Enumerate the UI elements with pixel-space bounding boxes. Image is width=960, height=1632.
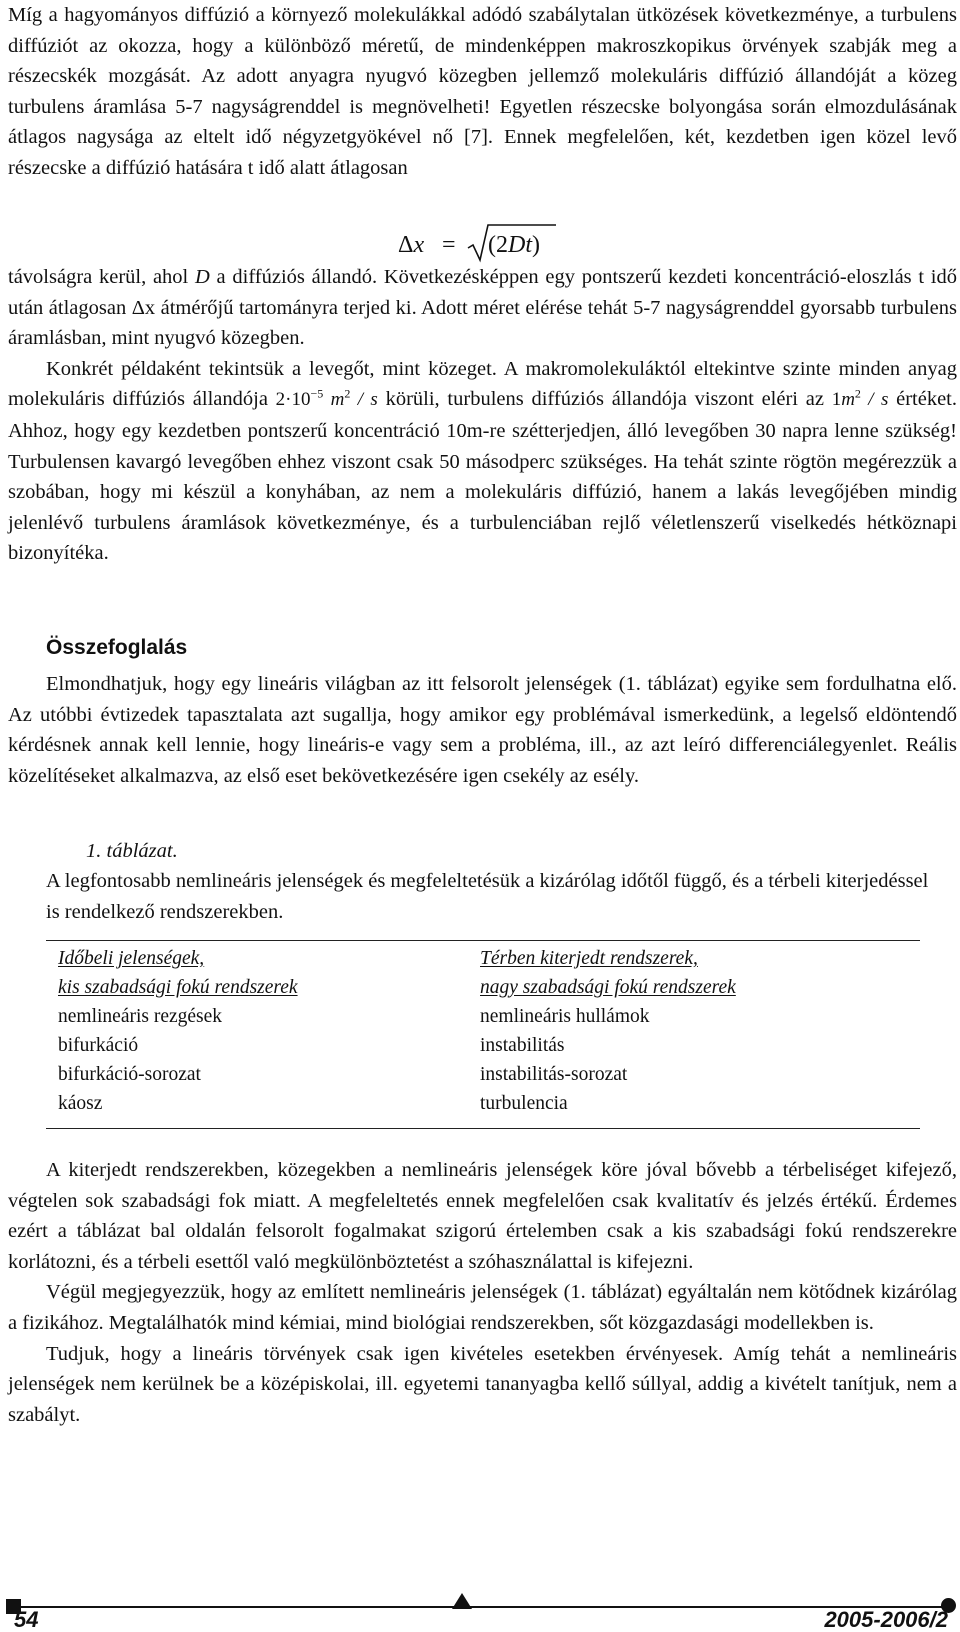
header-line: kis szabadsági fokú rendszerek [58,977,298,998]
table-left-header [58,944,298,1002]
table-left-column [58,944,298,1118]
radicand-variable: Dt [508,232,532,258]
paragraph-summary [8,669,957,791]
paragraph-turbulent-diffusion [8,0,957,184]
table-cell: instabilitás-sorozat [480,1064,628,1085]
header-line: Térben kiterjedt rendszerek, [480,948,698,969]
table-cell: nemlineáris hullámok [480,1006,650,1027]
header-line: Időbeli jelenségek, [58,948,205,969]
unit-meter: m [841,389,855,411]
table-cell: nemlineáris rezgések [58,1006,223,1027]
table-bottom-rule [46,1128,920,1129]
paragraph-text: Elmondhatjuk, hogy egy lineáris világban az itt felsorolt jelenségek (1. táblázat) egyike sem fordulhatna elő. Az utóbbi évtizedek tapasztalata azt sugallja, hogy amikor egy problémával ismerkedünk, a legelső eldöntendő kérdésnek annak kell lennie, hogy lineáris-e vagy sem a probléma, ill., az azt leíró differenciálegyenlet. Reális közelítéseket alkalmazva, az első eset bekövetkezésére igen csekély az esély. [8,673,957,787]
unit-meter: m [330,389,345,411]
text-run: átmérőjű tartományra terjed ki. Adott méret elérése tehát 5-7 nagyságrenddel gyorsabb turbulens áramlásban, mint nyugvó közegben. [8,296,957,350]
table-right-column [480,944,736,1118]
section-heading: Összefoglalás [46,636,188,659]
footer-rule [14,1606,950,1608]
unit-second: / s [860,389,889,411]
unit-exponent: 2 [344,387,351,402]
paragraph-air-example [8,354,957,569]
text-run: távolságra kerül, ahol [8,266,195,288]
table-cell: bifurkáció [58,1035,139,1056]
paragraph-text: Tudjuk, hogy a lineáris törvények csak igen kivételes esetekben érvényesek. Amíg tehát a nemlineáris jelenségek nem kerülnek be a középiskolai, ill. egyetemi tananyagba kellő súllyal, addig a kivételt tanítjuk, nem a szabályt. [8,1342,957,1426]
value-coefficient: 1 [831,389,842,411]
table-cell: káosz [58,1093,103,1114]
turbulent-diffusion-value [832,389,889,410]
unit-second: / s [350,389,378,411]
footer-triangle-mark [452,1593,472,1609]
radicand-close: ) [532,232,540,258]
value-exponent: −5 [310,387,324,402]
formula-radicand [488,230,540,261]
displacement-formula [398,222,558,266]
text-run: értéket. Ahhoz, hogy egy kezdetben pontszerű koncentráció 10m-re szétterjedjen, álló levegőben 30 napra lenne szükség! Turbulensen kavargó levegőben ehhez viszont csak 50 másodperc szükséges. Ha tehát szinte rögtön megérezzük a szobában, hogy mi készül a konyhában, az nem a molekuláris diffúzió, hanem a lakás levegőjében mindig jelenlévő turbulens áramlások következménye, és a turbulenciában rejlő véletlenszerű viselkedés hétköznapi bizonyítéka. [8,388,957,565]
formula-equals: = [442,232,456,258]
paragraph-distance [8,262,957,569]
table-top-rule [46,940,920,941]
formula-variable-x: x [413,232,425,258]
text-run: körüli, turbulens diffúziós állandója viszont eléri az [377,388,832,411]
paragraph-text: A kiterjedt rendszerekben, közegekben a nemlineáris jelenségek köre jóval bővebb a térbeliséget kifejező, végtelen sok szabadsági fok miatt. A megfeleltetés ennek megfelelően csak kvalitatív és jelzés értékű. Érdemes ezért a táblázat bal oldalán felsorolt fogalmakat szigorú értelemben csak a kis szabadsági fokú rendszerekre korlátozni, és a térbeli esettől való megkülönböztetést a szóhasználattal is kifejezni. [8,1159,957,1273]
closing-paragraphs [8,1155,957,1430]
table-right-header [480,944,736,1002]
text-run: a diffúziós állandó. Következésképpen egy pontszerű kezdeti koncentráció-eloszlás t idő után átlagosan [8,266,957,319]
table-cell: turbulencia [480,1093,568,1114]
value-coefficient: 2·10 [275,389,311,411]
symbol-d: D [195,266,210,288]
symbol-delta-x: Δx [131,296,156,319]
page-number: 54 [14,1607,39,1632]
paragraph-text: Végül megjegyezzük, hogy az említett nemlineáris jelenségek (1. táblázat) egyáltalán nem kötődnek kizárólag a fizikához. Megtalálhatók mind kémiai, mind biológiai rendszerekben, sőt közgazdasági modellekben is. [8,1281,957,1334]
unit-exponent: 2 [854,387,861,402]
radicand-open: (2 [488,232,508,258]
table-cell: bifurkáció-sorozat [58,1064,201,1085]
delta-symbol: Δ [398,232,414,258]
table-caption-number: 1. táblázat. [86,840,178,862]
molecular-diffusion-value [276,389,378,410]
table-cell: instabilitás [480,1035,565,1056]
paragraph-text [8,262,957,354]
formula-lhs [398,230,424,261]
header-line: nagy szabadsági fokú rendszerek [480,977,736,998]
issue-number: 2005-2006/2 [824,1607,948,1632]
table-caption-text: A legfontosabb nemlineáris jelenségek és megfeleltetésük a kizárólag időtől függő, és a térbeli kiterjedéssel is rendelkező rendszerekben. [46,870,929,923]
text-run: Konkrét példaként tekintsük a levegőt, mint közeget. A makromolekuláktól eltekintve szinte minden anyag molekuláris diffúziós állandója [8,357,957,411]
paragraph-text: Míg a hagyományos diffúzió a környező molekulákkal adódó szabálytalan ütközések következménye, a turbulens diffúziót az okozza, hogy a különböző méretű, de mindenképpen makroszkopikus örvények szabják meg a részecskék mozgását. Az adott anyagra nyugvó közegben jellemző molekuláris diffúzió állandóját a közeg turbulens áramlása 5-7 nagyságrenddel is megnövelheti! Egyetlen részecske bolyongása során elmozdulásának átlagos nagysága az eltelt idő négyzetgyökével nő [7]. Ennek megfelelően, két, kezdetben igen közel levő részecske a diffúzió hatására t idő alatt átlagosan [8,4,957,179]
